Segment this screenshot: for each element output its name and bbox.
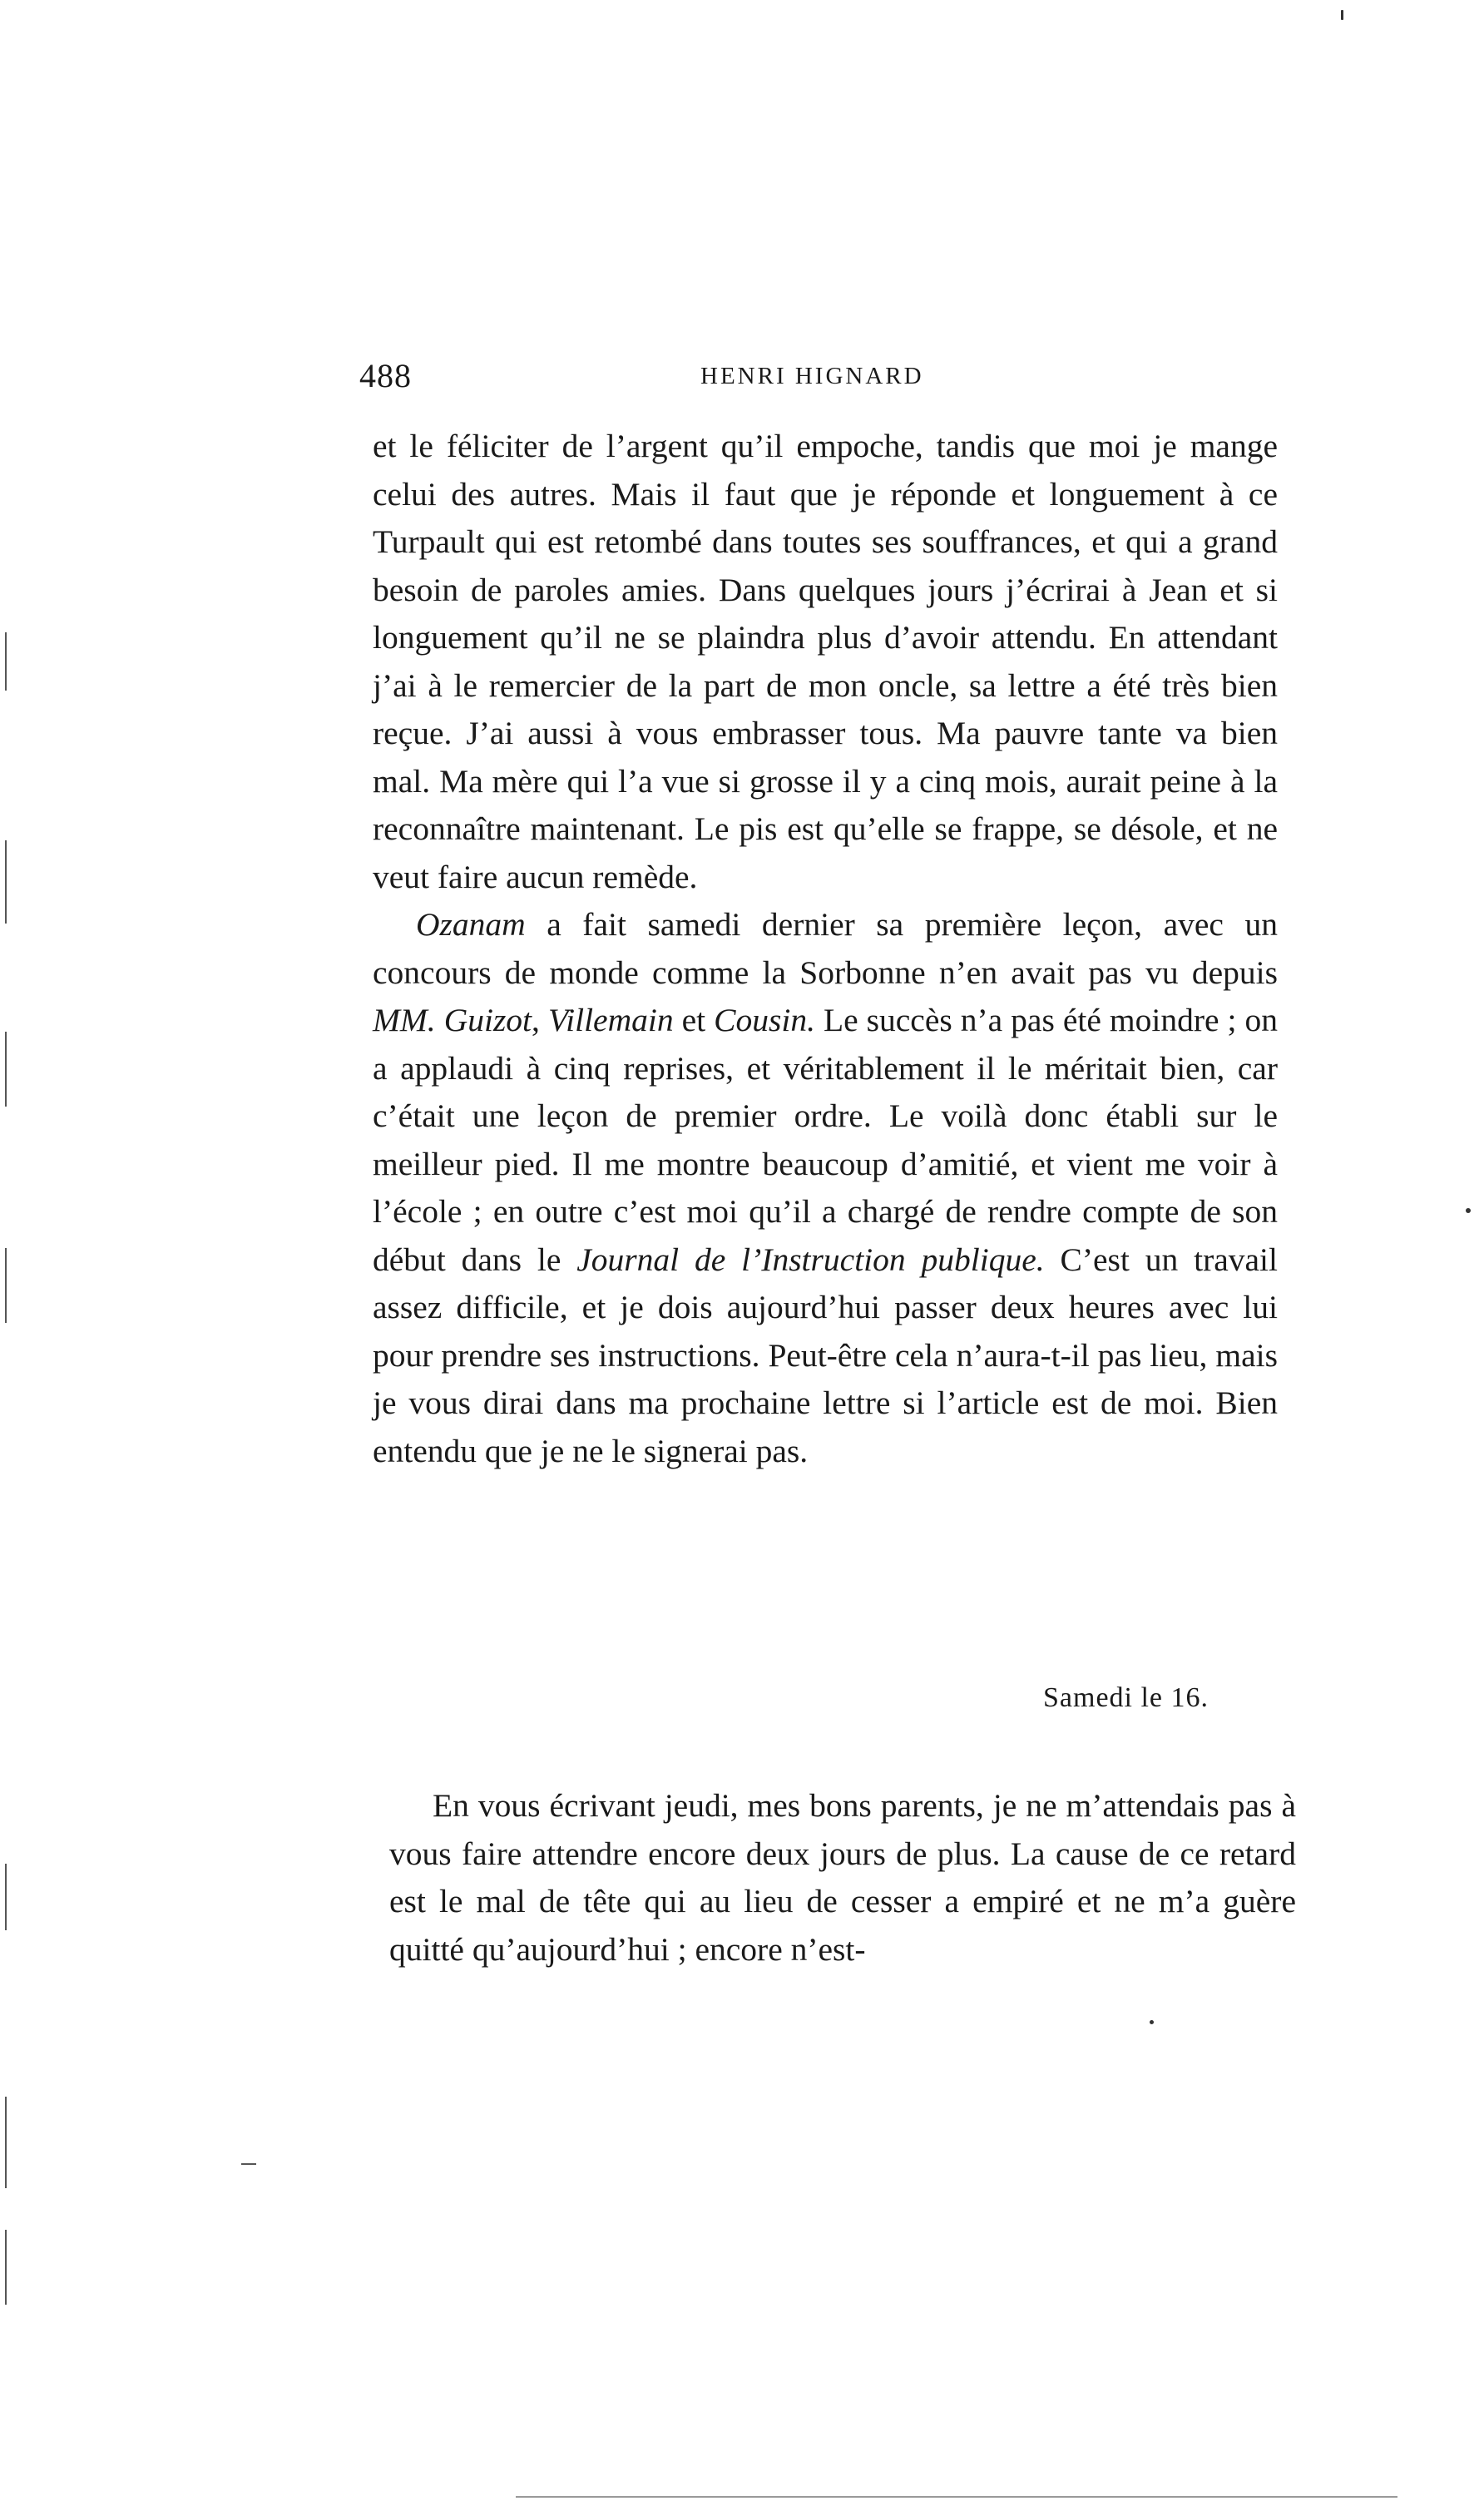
scan-edge-mark bbox=[5, 2097, 7, 2188]
scan-edge-mark bbox=[516, 2496, 1397, 2498]
scan-edge-mark bbox=[5, 840, 7, 924]
paragraph-3: En vous écrivant jeudi, mes bons parents, je ne m’attendais pas à vous faire attendre encore deux jours de plus. La cause de ce retard est le mal de tête qui au lieu de cesser a empiré et ne m’a guère quitté qu’aujourd’hui ; encore n’est- bbox=[389, 1787, 1296, 1968]
name-mm-guizot: MM. Guizot bbox=[373, 1002, 532, 1038]
scan-edge-mark bbox=[5, 1248, 7, 1323]
scan-speck bbox=[1466, 1208, 1471, 1213]
name-cousin: Cousin. bbox=[714, 1002, 815, 1038]
paragraph-2 bbox=[373, 901, 1278, 1475]
name-ozanam: Ozanam bbox=[416, 906, 526, 943]
scan-speck bbox=[1341, 10, 1343, 20]
name-villemain: Villemain bbox=[547, 1002, 674, 1038]
paragraph-1: et le féliciter de l’argent qu’il empoche, tandis que moi je mange celui des autres. Mais il faut que je réponde et longuement à ce Turpault qui est retombé dans toutes ses souffrances, et qui a grand besoin de paroles amies. Dans quelques jours j’écrirai à Jean et si longuement qu’il ne se plaindra plus d’avoir attendu. En attendant j’ai à le remercier de la part de mon oncle, sa lettre a été très bien reçue. J’ai aussi à vous embrasser tous. Ma pauvre tante va bien mal. Ma mère qui l’a vue si grosse il y a cinq mois, aurait peine à la reconnaître maintenant. Le pis est qu’elle se frappe, se désole, et ne veut faire aucun remède. bbox=[373, 428, 1278, 895]
scan-edge-mark bbox=[5, 2230, 7, 2305]
paragraph-2-et: et bbox=[673, 1002, 715, 1038]
scan-edge-mark bbox=[241, 2163, 256, 2165]
paragraph-2-part-a: a fait samedi dernier sa première leçon, avec un concours de monde comme la Sorbonne n’en avait pas vu depuis bbox=[373, 906, 1278, 991]
paragraph-2-part-c: C’est un travail assez difficile, et je dois aujourd’hui passer deux heures avec lui pour prendre ses instructions. Peut-être cela n’aura-t-il pas lieu, mais je vous dirai dans ma prochaine lettre si l’article est de moi. Bien entendu que je ne le signerai pas. bbox=[373, 1241, 1278, 1469]
date-line: Samedi le 16. bbox=[1043, 1682, 1209, 1713]
running-head: HENRI HIGNARD bbox=[700, 363, 924, 389]
paragraph-2-part-b: Le succès n’a pas été moindre ; on a applaudi à cinq reprises, et véritablement il le méritait bien, car c’était une leçon de premier ordre. Le voilà donc établi sur le meilleur pied. Il me montre beaucoup d’amitié, et vient me voir à l’école ; en outre c’est moi qu’il a chargé de rendre compte de son début dans le bbox=[373, 1002, 1279, 1278]
scan-edge-mark bbox=[5, 1032, 7, 1107]
scan-edge-mark bbox=[5, 1864, 7, 1930]
page-header bbox=[359, 356, 1291, 406]
page-number: 488 bbox=[359, 357, 412, 394]
scan-speck bbox=[1150, 2020, 1154, 2024]
scan-edge-mark bbox=[5, 632, 7, 691]
journal-title: Journal de l’Instruction publique. bbox=[576, 1241, 1045, 1278]
letter-body bbox=[373, 423, 1278, 1475]
paragraph-2-comma: , bbox=[532, 1002, 548, 1038]
letter-body-continued bbox=[389, 1782, 1296, 1974]
